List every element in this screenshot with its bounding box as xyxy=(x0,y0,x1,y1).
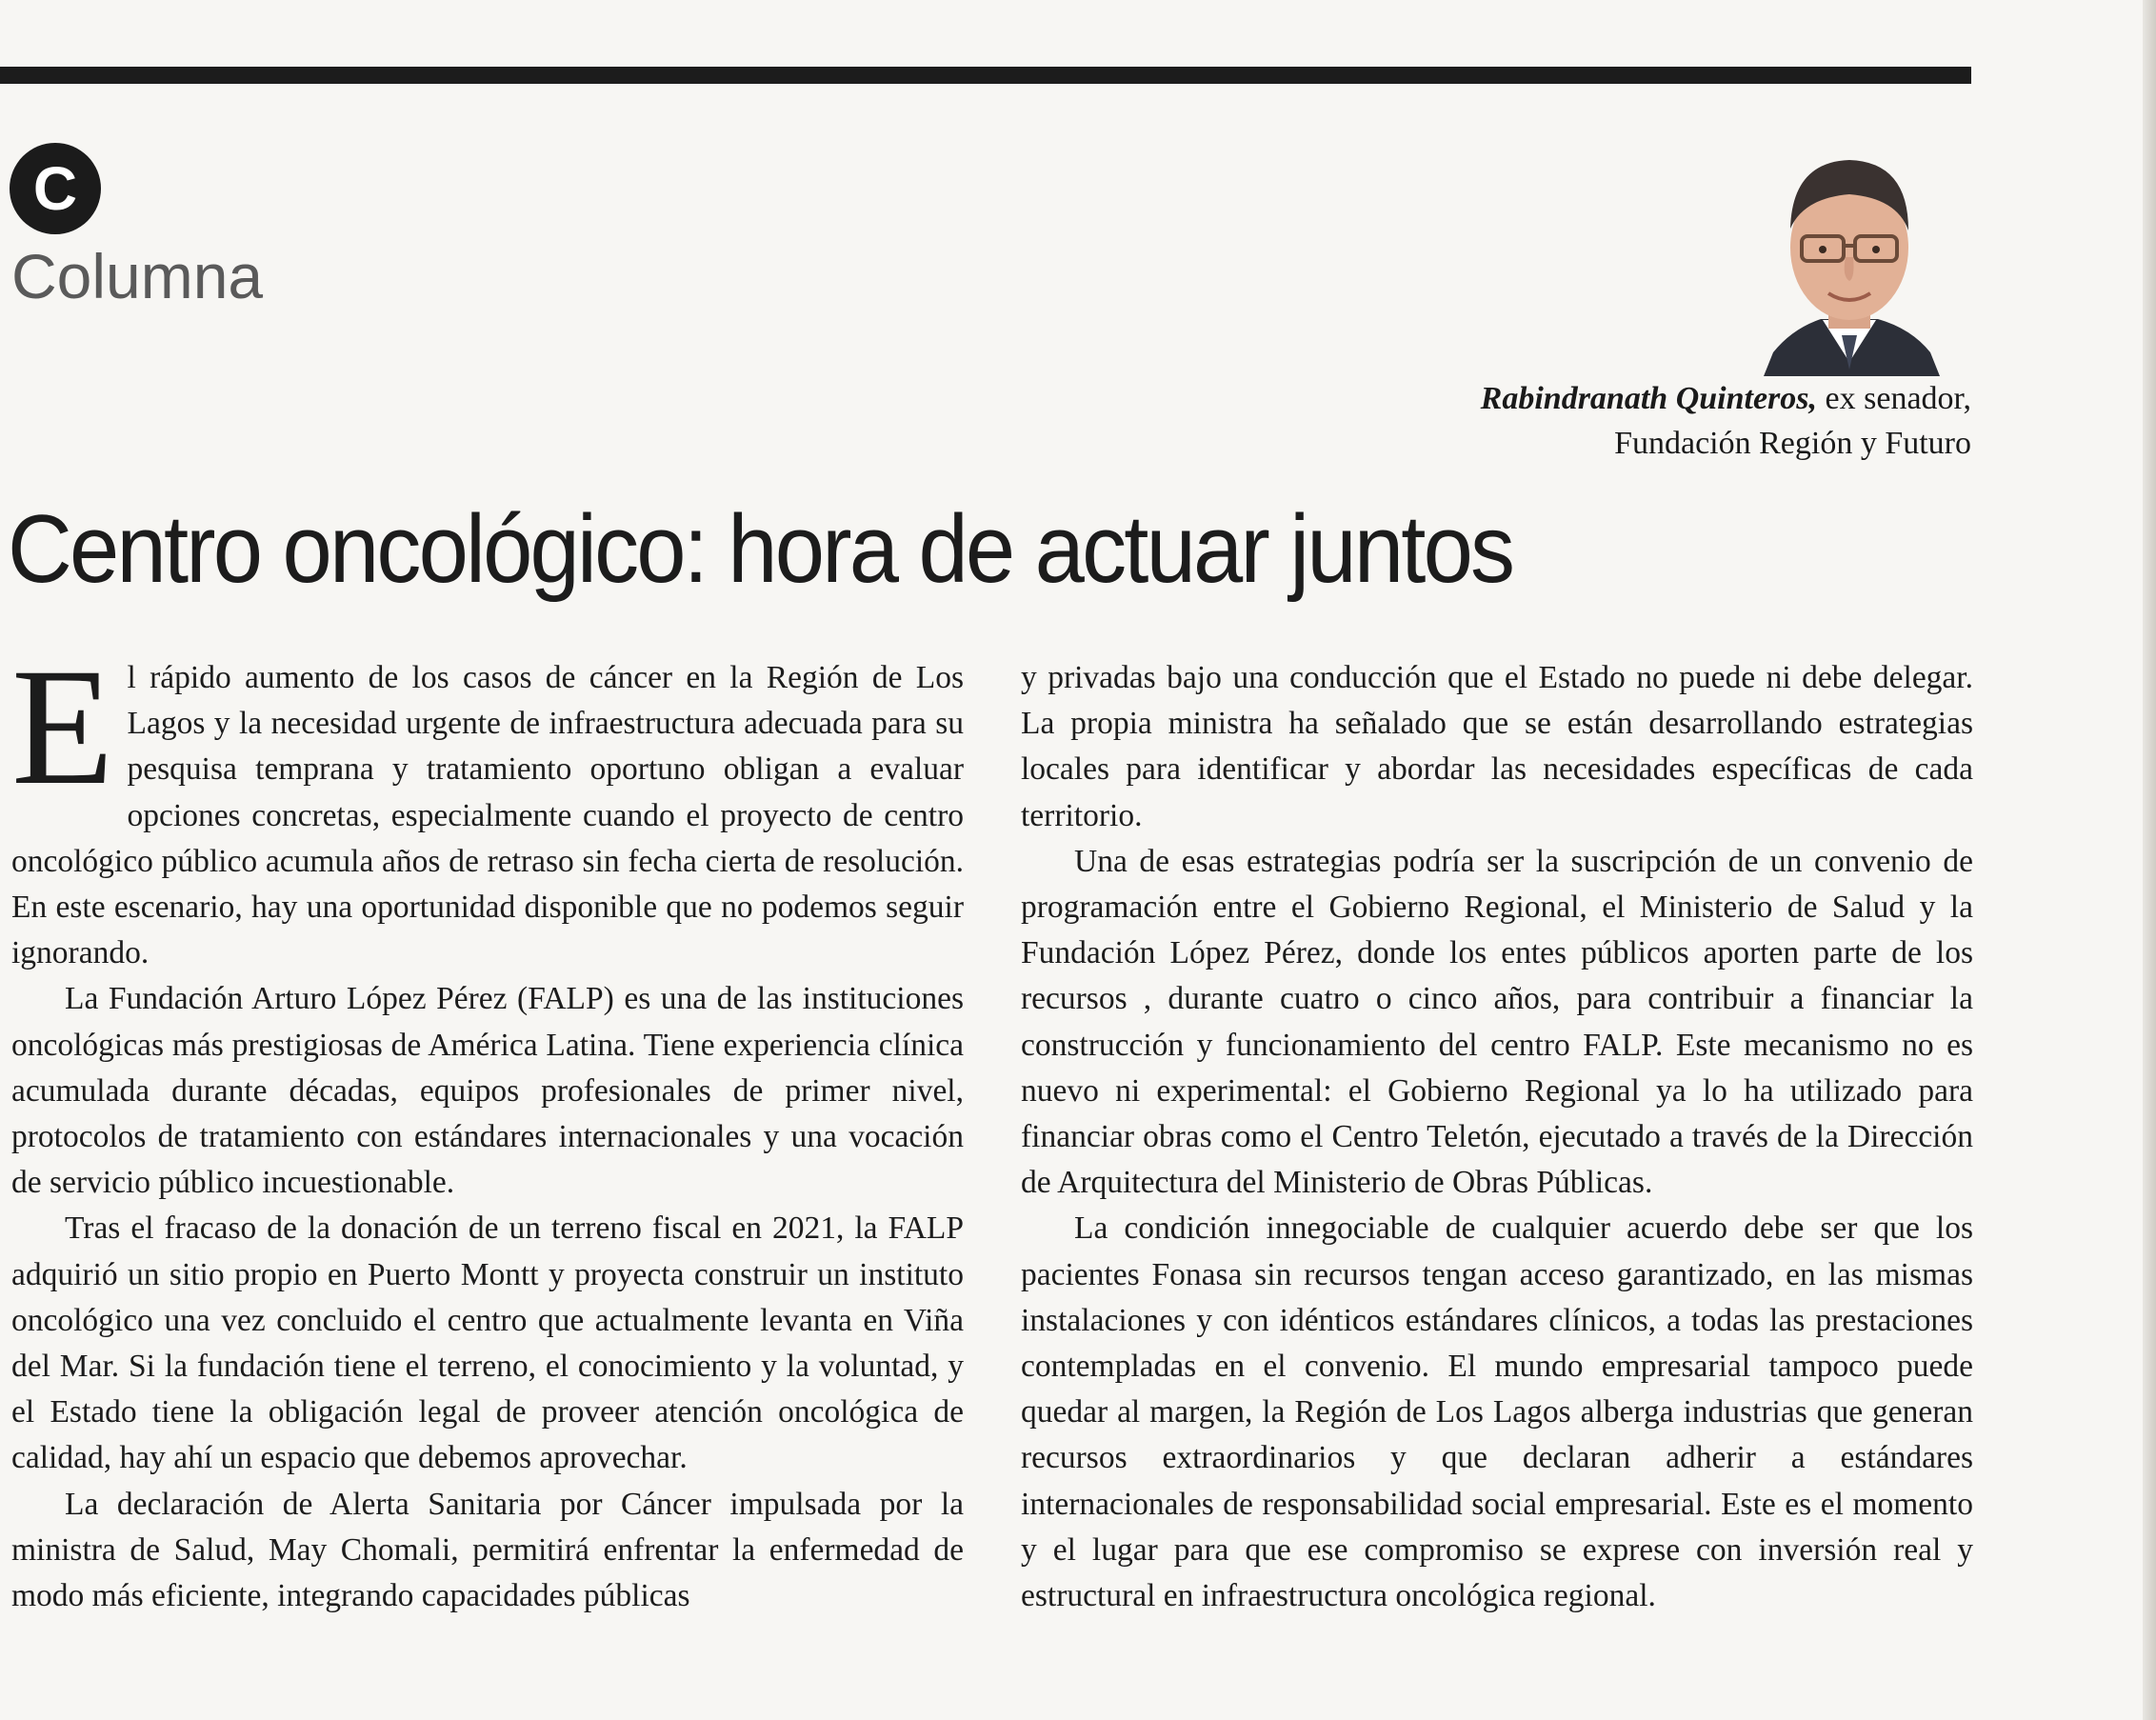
paragraph: La Fundación Arturo López Pérez (FALP) es una de las instituciones oncológicas más prestigiosas de América Latina. Tiene experiencia clínica acumulada durante décadas, equipos profesionales de primer nivel, protocolos de tratamiento con estándares internacionales y una vocación de servicio público incuestionable. xyxy=(11,981,964,1201)
drop-cap: E xyxy=(11,634,114,820)
article-column-right xyxy=(1021,655,1973,1619)
headline: Centro oncológico: hora de actuar juntos xyxy=(8,496,1513,603)
top-rule xyxy=(0,67,1971,84)
author-byline xyxy=(1481,376,1971,466)
author-role: ex senador, xyxy=(1817,381,1971,416)
author-name: Rabindranath Quinteros, xyxy=(1480,381,1818,416)
paragraph: Una de esas estrategias podría ser la suscripción de un convenio de programación entre el Gobierno Regional, el Ministerio de Salud y la Fundación López Pérez, donde los entes públicos aporten parte de los recursos , durante cuatro o cinco años, para contribuir a financiar la construcción y funcionamiento del centro FALP. Este mecanismo no es nuevo ni experimental: el Gobierno Regional ya lo ha utilizado para financiar obras como el Centro Teletón, ejecutado a través de la Dirección de Arquitectura del Ministerio de Obras Públicas. xyxy=(1021,843,1973,1201)
paragraph: Tras el fracaso de la donación de un terreno fiscal en 2021, la FALP adquirió un sitio propio en Puerto Montt y proyecta construir un instituto oncológico una vez concluido el centro que actualmente levanta en Viña del Mar. Si la fundación tiene el terreno, el conocimiento y la voluntad, y el Estado tiene la obligación legal de proveer atención oncológica de calidad, hay ahí un espacio que debemos aprovechar. xyxy=(11,1210,964,1476)
page-edge xyxy=(2143,0,2156,1720)
section-badge: C xyxy=(10,143,101,234)
author-org: Fundación Región y Futuro xyxy=(1614,426,1971,461)
section-label: Columna xyxy=(11,241,264,311)
paragraph: El rápido aumento de los casos de cáncer en la Región de Los Lagos y la necesidad urgente de infraestructura adecuada para su pesquisa temprana y tratamiento oportuno obligan a evaluar opciones concretas, especialmente cuando el proyecto de centro oncológico público acumula años de retraso sin fecha cierta de resolución. En este escenario, hay una oportunidad disponible que no podemos seguir ignorando. xyxy=(11,634,964,971)
paragraph: La condición innegociable de cualquier acuerdo debe ser que los pacientes Fonasa sin recursos tengan acceso garantizado, en las mismas instalaciones y con idénticos estándares clínicos, a todas las prestaciones contempladas en el convenio. El mundo empresarial tampoco puede quedar al margen, la Región de Los Lagos alberga industrias que generan recursos extraordinarios y que declaran adherir a estándares internacionales de responsabilidad social empresarial. Este es el momento y el lugar para que ese compromiso se exprese con inversión real y estructural en infraestructura oncológica regional. xyxy=(1021,1210,1973,1614)
paragraph: La declaración de Alerta Sanitaria por Cáncer impulsada por la ministra de Salud, May Chomali, permitirá enfrentar la enfermedad de modo más eficiente, integrando capacidades públicas xyxy=(11,1486,964,1614)
article-column-left xyxy=(11,634,964,1619)
paragraph: y privadas bajo una conducción que el Estado no puede ni debe delegar. La propia ministra ha señalado que se están desarrollando estrategias locales para identificar y abordar las necesidades específicas de cada territorio. xyxy=(1021,660,1973,833)
author-portrait xyxy=(1754,124,1945,376)
